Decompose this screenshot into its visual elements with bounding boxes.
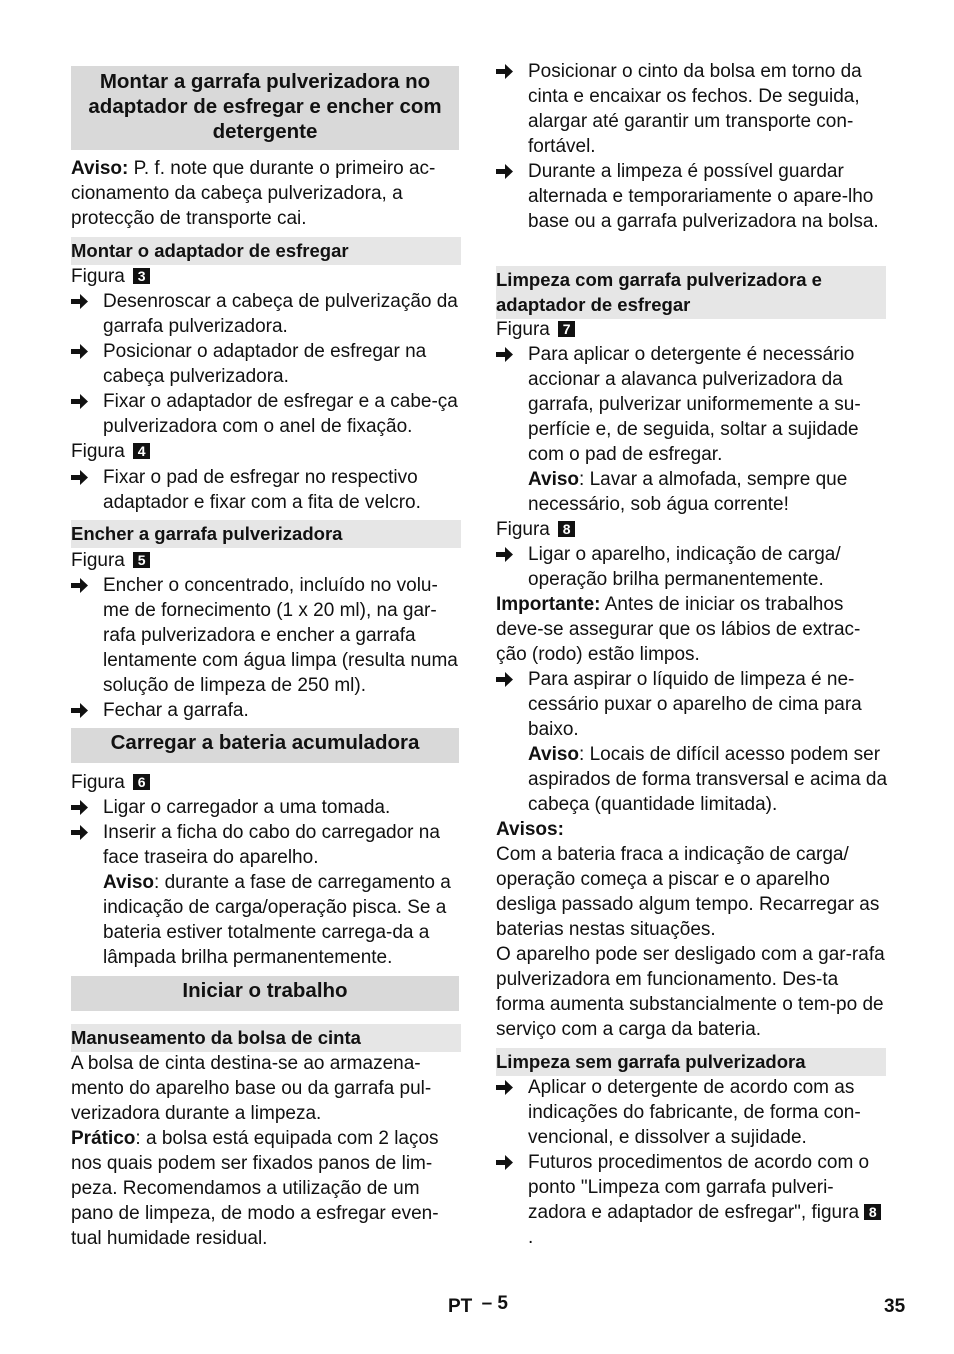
figure-number-badge: 3 [133,268,150,284]
aviso-text: P. f. note que durante o primeiro ac-cionamento da cabeça pulverizadora, a protecção de transporte cai. [71,158,436,229]
arrow-right-icon [496,163,514,180]
page-number: 35 [884,1296,906,1317]
list-item: Ligar o carregador a uma tomada. [71,795,461,820]
list-item: Para aplicar o detergente é necessário accionar a alavanca pulverizadora da garrafa, pulverizar uniformemente a su-perfície e, de seguida, soltar a sujidade com o pad de esfregar. [496,342,886,467]
arrow-right-icon [496,671,514,688]
list-item: Ligar o aparelho, indicação de carga/ operação brilha permanentemente. [496,542,886,592]
avisos-heading: Avisos: [496,819,564,840]
figure-ref-4: Figura 4 [71,439,150,464]
list-item: Encher o concentrado, incluído no volu-me de fornecimento (1 x 20 ml), na gar-rafa pulverizadora e encher a garrafa lentamente com água limpa (resulta numa solução de limpeza de 250 ml). [71,573,461,698]
subsection-title-limpeza-sem-garrafa: Limpeza sem garrafa pulverizadora [496,1048,886,1076]
arrow-right-icon [71,799,89,816]
list-item: Desenroscar a cabeça de pulverização da garrafa pulverizadora. [71,289,461,339]
arrow-right-icon [496,63,514,80]
subsection-title-bolsa-cinta: Manuseamento da bolsa de cinta [71,1024,461,1052]
arrow-right-icon [71,824,89,841]
bolsa-description: A bolsa de cinta destina-se ao armazena-mento do aparelho base ou da garrafa pul-verizadora durante a limpeza. [71,1053,432,1124]
importante-paragraph: Importante: Antes de iniciar os trabalhos deve-se assegurar que os lábios de extrac-ção (rodo) estão limpos. [496,594,861,665]
figure-number-badge: 8 [864,1204,881,1220]
list-item: Posicionar o adaptador de esfregar na cabeça pulverizadora. [71,339,461,389]
aviso-locais: Aviso: Locais de difícil acesso podem ser aspirados de forma transversal e acima da cabeça (quantidade limitada). [528,744,888,815]
aviso-paragraph [71,156,461,231]
arrow-right-icon [71,469,89,486]
figure-number-badge: 7 [558,321,575,337]
section-title-iniciar-trabalho: Iniciar o trabalho [71,976,459,1011]
subsection-title-encher-garrafa: Encher a garrafa pulverizadora [71,520,461,548]
figure-ref-5: Figura 5 [71,548,150,573]
aviso-carregamento: Aviso: durante a fase de carregamento a indicação de carga/operação pisca. Se a bateria estiver totalmente carrega-da a lâmpada brilha permanentemente. [103,872,451,968]
subsection-title-montar-adaptador: Montar o adaptador de esfregar [71,237,461,265]
aviso-lavar: Aviso: Lavar a almofada, sempre que necessário, sob água corrente! [528,469,848,515]
section-title-carregar-bateria: Carregar a bateria acumuladora [71,728,459,763]
arrow-right-icon [496,346,514,363]
arrow-right-icon [71,343,89,360]
figure-number-badge: 4 [133,443,150,459]
footer-language [448,1293,508,1318]
list-item: Fixar o pad de esfregar no respectivo adaptador e fixar com a fita de velcro. [71,465,461,515]
aviso-label: Aviso: [71,158,129,179]
figure-ref-6: Figura 6 [71,770,150,795]
figure-number-badge: 5 [133,552,150,568]
arrow-right-icon [71,293,89,310]
arrow-right-icon [496,546,514,563]
figure-ref-3: Figura 3 [71,264,150,289]
list-item: Para aspirar o líquido de limpeza é ne-cessário puxar o aparelho de cima para baixo. [496,667,886,742]
avisos-paragraph-1: Com a bateria fraca a indicação de carga/ operação começa a piscar e o aparelho desliga passado algum tempo. Recarregar as baterias nestas situações. [496,844,880,940]
list-item: Inserir a ficha do cabo do carregador na face traseira do aparelho. [71,820,461,870]
figure-ref-7: Figura 7 [496,317,575,342]
list-item: Fixar o adaptador de esfregar e a cabe-ça pulverizadora com o anel de fixação. [71,389,461,439]
arrow-right-icon [71,393,89,410]
arrow-right-icon [496,1154,514,1171]
arrow-right-icon [496,1079,514,1096]
list-item: Durante a limpeza é possível guardar alternada e temporariamente o apare-lho base ou a garrafa pulverizadora na bolsa. [496,159,886,234]
section-title-montar-garrafa: Montar a garrafa pulverizadora no adaptador de esfregar e encher com detergente [71,66,459,150]
list-item: Fechar a garrafa. [71,698,461,723]
figure-ref-8: Figura 8 [496,517,575,542]
footer-lang: PT [448,1296,473,1317]
subsection-title-limpeza-com-garrafa: Limpeza com garrafa pulverizadora e adaptador de esfregar [496,266,886,319]
arrow-right-icon [71,577,89,594]
avisos-paragraph-2: O aparelho pode ser desligado com a gar-rafa pulverizadora em funcionamento. Des-ta forma aumenta substancialmente o tem-po de serviço com a carga da bateria. [496,944,885,1040]
arrow-right-icon [71,702,89,719]
list-item: Futuros procedimentos de acordo com o ponto "Limpeza com garrafa pulveri-zadora e adaptador de esfregar", figura 8 . [496,1150,886,1250]
figure-number-badge: 8 [558,521,575,537]
list-item: Aplicar o detergente de acordo com as indicações do fabricante, de forma con-vencional, e dissolver a sujidade. [496,1075,886,1150]
pratico-paragraph: Prático: a bolsa está equipada com 2 laços nos quais podem ser fixados panos de lim-peza. Recomendamos a utilização de um pano de limpeza, de modo a esfregar even-tual humidade residual. [71,1128,439,1249]
figure-number-badge: 6 [133,774,150,790]
footer-section-page: – 5 [481,1293,508,1314]
list-item: Posicionar o cinto da bolsa em torno da cinta e encaixar os fechos. De seguida, alargar até garantir um transporte con-fortável. [496,59,886,159]
